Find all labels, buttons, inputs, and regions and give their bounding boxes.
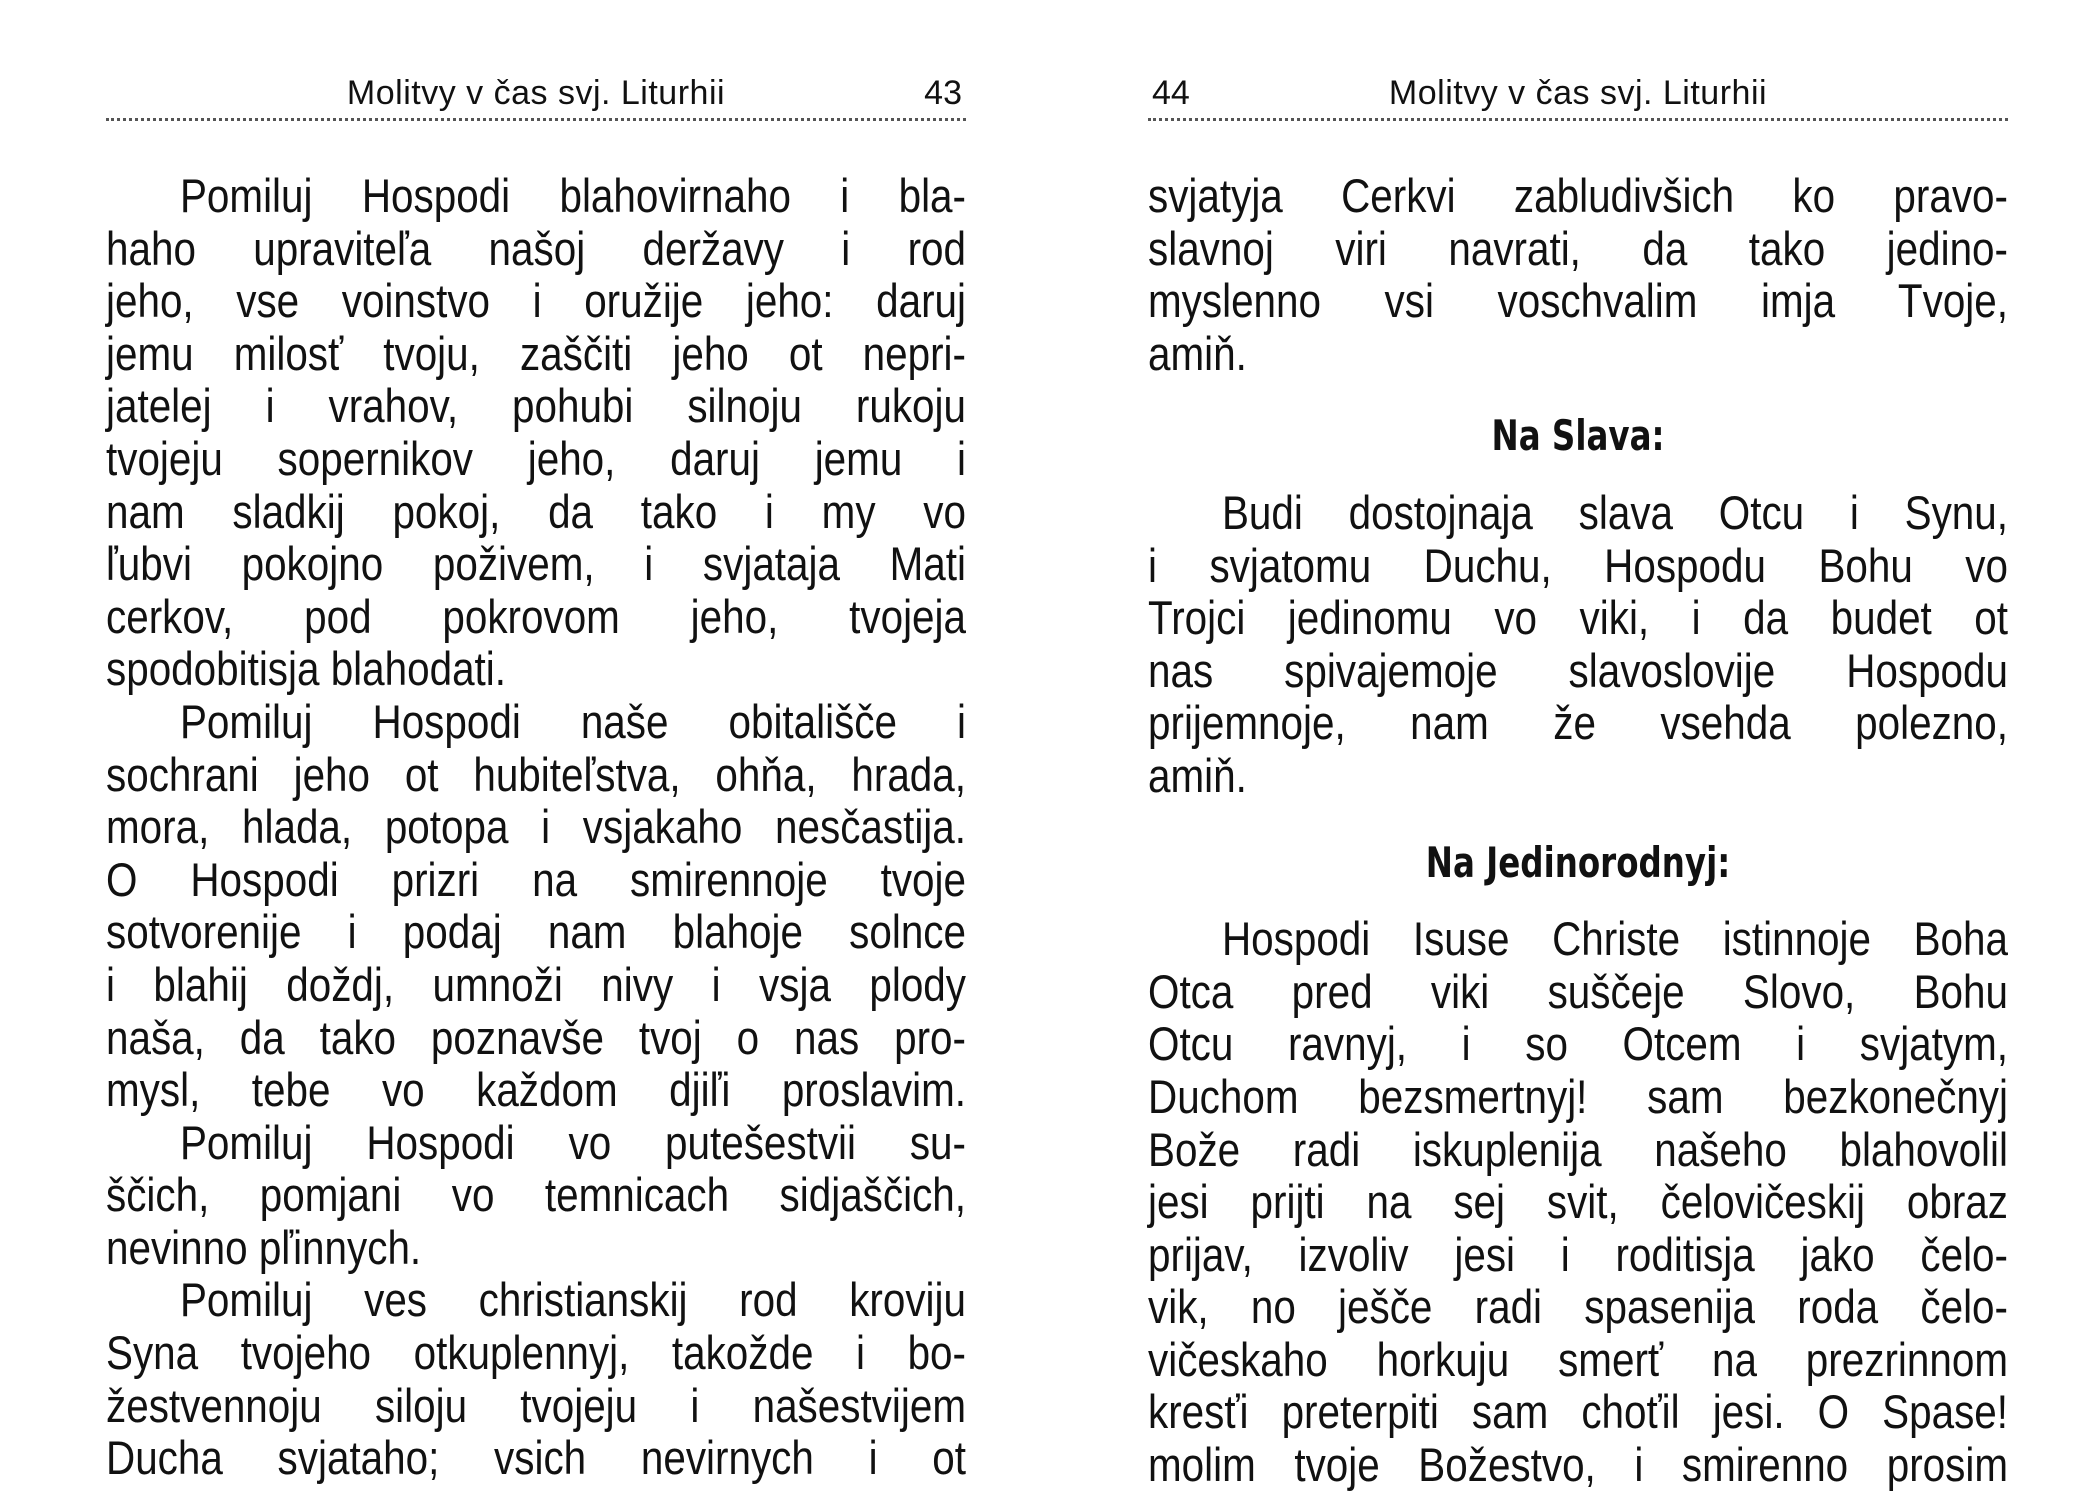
text-line: Pomiluj Hospodi naše obitališče i bbox=[179, 694, 967, 748]
text-line: Pomiluj Hospodi vo putešestvii su- bbox=[179, 1115, 967, 1169]
text-line: Bože radi iskuplenija našeho blahovolil bbox=[1148, 1122, 2008, 1176]
right-page bbox=[1148, 0, 2008, 1500]
section-heading-na-jedinorodnyj: Na Jedinorodnyj: bbox=[1425, 837, 1731, 887]
text-line: ľubvi pokojno poživem, i svjataja Mati bbox=[106, 537, 966, 591]
text-line: slavnoj viri navrati, da tako jedino- bbox=[1148, 221, 2008, 275]
text-line: nam sladkij pokoj, da tako i my vo bbox=[106, 484, 966, 538]
text-line: naša, da tako poznavše tvoj o nas pro- bbox=[106, 1010, 966, 1064]
text-line: spodobitisja blahodati. bbox=[106, 642, 507, 696]
left-page-number: 43 bbox=[924, 74, 962, 112]
right-page-header bbox=[1148, 68, 2008, 121]
right-running-title: Molitvy v čas svj. Liturhii bbox=[1388, 74, 1768, 112]
text-line: ščich, pomjani vo temnicach sidjaščich, bbox=[106, 1168, 966, 1222]
text-line: sochrani jeho ot hubiteľstva, ohňa, hrada, bbox=[106, 747, 966, 801]
text-line: cerkov, pod pokrovom jeho, tvojeja bbox=[106, 589, 966, 643]
text-line: Ducha svjataho; vsich nevirnych i ot bbox=[106, 1431, 966, 1485]
section-heading-na-slava: Na Slava: bbox=[1491, 411, 1665, 461]
text-line: molim tvoje Božestvo, i smirenno prosim bbox=[1148, 1438, 2008, 1492]
text-line: jeho, vse voinstvo i oružije jeho: daruj bbox=[106, 274, 966, 328]
text-line: Pomiluj Hospodi blahovirnaho i bla- bbox=[179, 169, 967, 222]
text-line: prijav, izvoliv jesi i roditisja jako čelo- bbox=[1148, 1227, 2008, 1281]
text-line: svjatyja Cerkvi zabludivšich ko pravo- bbox=[1148, 169, 2008, 222]
text-line: Duchom bezsmertnyj! sam bezkonečnyj bbox=[1148, 1069, 2008, 1123]
text-line: kresťi preterpiti sam choťil jesi. O Spase! bbox=[1148, 1385, 2008, 1439]
text-line: jesi prijti na sej svit, čelovičeskij obraz bbox=[1148, 1175, 2008, 1229]
text-line: žestvennoju siloju tvojeju i našestvijem bbox=[106, 1378, 966, 1432]
text-line: Trojci jedinomu vo viki, i da budet ot bbox=[1148, 591, 2008, 645]
text-line: i blahij doždj, umnoži nivy i vsja plody bbox=[106, 957, 966, 1011]
text-line: Hospodi Isuse Christe istinnoje Boha bbox=[1221, 912, 2008, 966]
text-line: Otcu ravnyj, i so Otcem i svjatym, bbox=[1148, 1017, 2008, 1071]
text-line: prijemnoje, nam že vsehda polezno, bbox=[1148, 696, 2008, 750]
text-line: amiň. bbox=[1148, 748, 1247, 802]
text-line: amiň. bbox=[1148, 326, 1247, 380]
prayer-paragraph bbox=[1148, 913, 2008, 1492]
text-line: Budi dostojnaja slava Otcu i Synu, bbox=[1221, 485, 2008, 539]
text-line: sotvorenije i podaj nam blahoje solnce bbox=[106, 905, 966, 959]
text-line: vičeskaho horkuju smerť na prezrinnom bbox=[1148, 1332, 2008, 1386]
text-line: O Hospodi prizri na smirennoje tvoje bbox=[106, 852, 966, 906]
text-line: haho upraviteľa našoj deržavy i rod bbox=[106, 221, 966, 275]
text-line: nevinno pľinnych. bbox=[106, 1220, 422, 1274]
text-line: jatelej i vrahov, pohubi silnoju rukoju bbox=[106, 379, 966, 433]
prayer-paragraph bbox=[106, 1274, 966, 1484]
prayer-paragraph bbox=[106, 170, 966, 696]
text-line: Otca pred viki suščeje Slovo, Bohu bbox=[1148, 964, 2008, 1018]
left-page-body bbox=[106, 170, 966, 1485]
text-line: Pomiluj ves christianskij rod kroviju bbox=[179, 1273, 967, 1327]
prayer-paragraph bbox=[106, 1117, 966, 1275]
prayer-paragraph bbox=[106, 696, 966, 1117]
left-running-title: Molitvy v čas svj. Liturhii bbox=[346, 74, 726, 112]
left-page-header bbox=[106, 68, 966, 121]
right-page-number: 44 bbox=[1152, 74, 1190, 112]
text-line: vik, no ješče radi spasenija roda čelo- bbox=[1148, 1280, 2008, 1334]
text-line: jemu milosť tvoju, zaščiti jeho ot nepri- bbox=[106, 326, 966, 380]
text-line: tvojeju sopernikov jeho, daruj jemu i bbox=[106, 431, 966, 485]
text-line: mora, hlada, potopa i vsjakaho nesčastija. bbox=[106, 800, 966, 854]
prayer-paragraph bbox=[1148, 170, 2008, 380]
text-line: nas spivajemoje slavoslovije Hospodu bbox=[1148, 643, 2008, 697]
left-page bbox=[106, 0, 966, 1500]
text-line: mysl, tebe vo každom djiľi proslavim. bbox=[106, 1063, 966, 1117]
right-page-body bbox=[1148, 170, 2008, 1492]
text-line: myslenno vsi voschvalim imja Tvoje, bbox=[1148, 274, 2008, 328]
text-line: Syna tvojeho otkuplennyj, takožde i bo- bbox=[106, 1326, 966, 1380]
prayer-paragraph bbox=[1148, 487, 2008, 803]
text-line: i svjatomu Duchu, Hospodu Bohu vo bbox=[1148, 538, 2008, 592]
